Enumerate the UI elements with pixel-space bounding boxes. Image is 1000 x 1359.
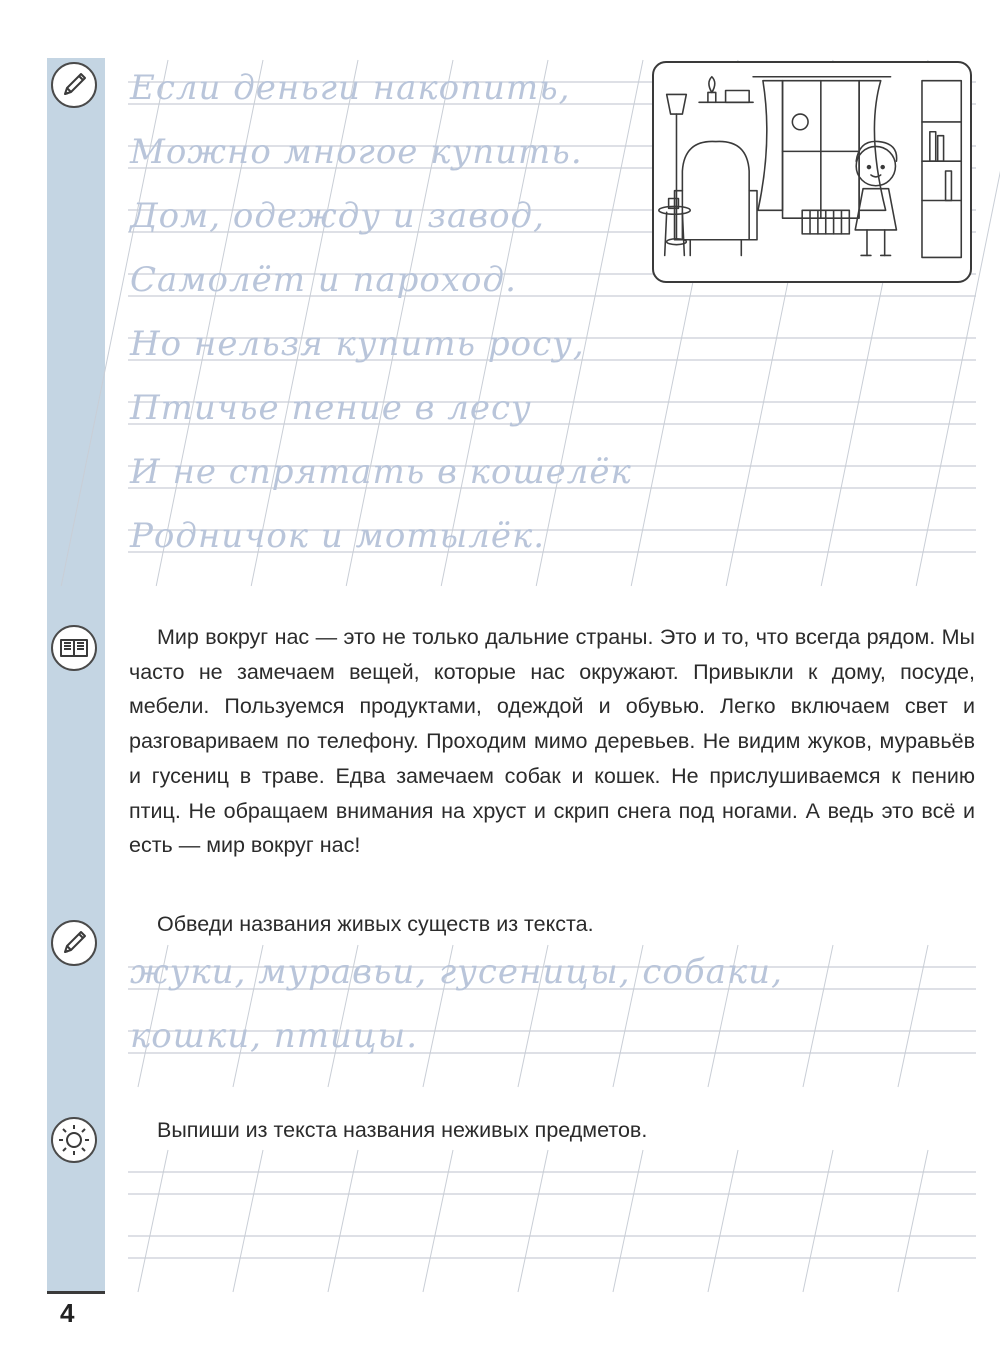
- poem-trace-line: Можно многое купить.: [130, 132, 583, 172]
- room-illustration: [652, 61, 972, 283]
- task1-instruction: Обведи названия живых существ из текста.: [157, 912, 594, 936]
- slant-line: [803, 1150, 833, 1292]
- sun-icon: [51, 1117, 97, 1163]
- sidebar-bottom-rule: [47, 1291, 105, 1294]
- poem-trace-line: Птичье пение в лесу: [130, 388, 532, 428]
- ruled-lines-task2[interactable]: [128, 1150, 976, 1290]
- poem-trace-line: Но нельзя купить росу,: [130, 324, 585, 364]
- task1-trace-line: жуки, муравьи, гусеницы, собаки,: [130, 952, 783, 992]
- page-number: 4: [60, 1298, 75, 1328]
- slant-line: [518, 1150, 548, 1292]
- book-icon: [51, 625, 97, 671]
- paragraph-text: Мир вокруг нас — это не только дальние страны. Это и то, что всегда рядом. Мы часто не замечаем вещей, которые нас окружают. Привыкли к дому, посуде, мебели. Пользуемся продуктами, одеждой и обувью. Легко включаем свет и разговариваем по телефону. Проходим мимо деревьев. Не видим жуков, муравьёв и гусениц в траве. Едва замечаем собак и кошек. Не прислушиваемся к пению птиц. Не обращаем внимания на хруст и скрип снега под ногами. А ведь это всё и есть — мир вокруг нас!: [129, 625, 975, 858]
- slant-line: [613, 1150, 643, 1292]
- poem-trace-line: И не спрятать в кошелёк: [130, 452, 632, 492]
- sidebar: [47, 58, 105, 1291]
- poem-trace-line: Если деньги накопить,: [130, 68, 571, 108]
- slant-line: [898, 945, 928, 1087]
- slant-line: [233, 1150, 263, 1292]
- slant-line: [898, 1150, 928, 1292]
- poem-trace-line: Родничок и мотылёк.: [130, 516, 546, 556]
- main-text: [129, 620, 975, 863]
- slant-line: [138, 1150, 168, 1292]
- slant-line: [708, 1150, 738, 1292]
- slant-line: [328, 1150, 358, 1292]
- pencil-icon: [51, 62, 97, 108]
- slant-line: [423, 1150, 453, 1292]
- task2-instruction: Выпиши из текста названия неживых предметов.: [157, 1118, 648, 1142]
- poem-trace-line: Самолёт и пароход.: [130, 260, 517, 300]
- task1-trace-line: кошки, птицы.: [130, 1016, 419, 1056]
- pencil-icon: [51, 920, 97, 966]
- slant-line: [803, 945, 833, 1087]
- poem-trace-line: Дом, одежду и завод,: [130, 196, 545, 236]
